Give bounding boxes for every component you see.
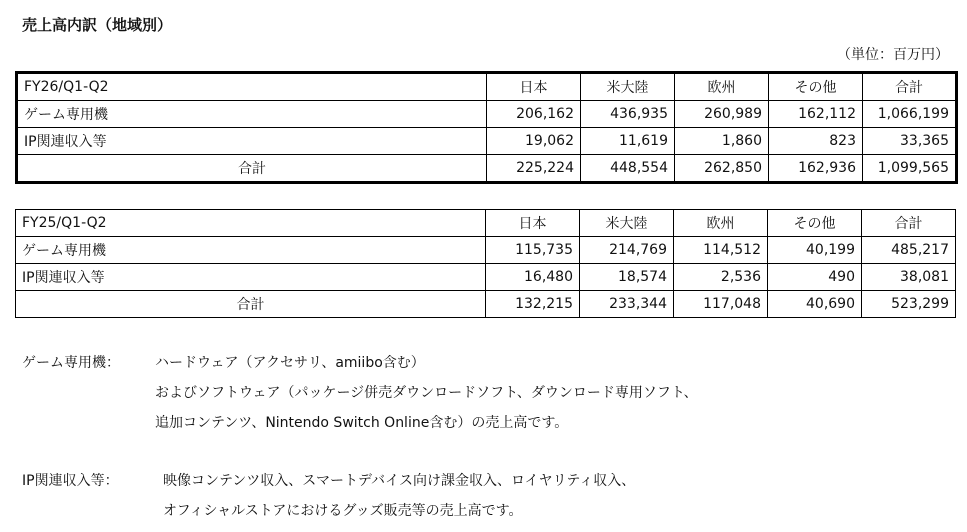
- total-value: 40,690: [768, 291, 862, 318]
- note-line: 映像コンテンツ収入、スマートデバイス向け課金収入、ロイヤリティ収入、: [163, 473, 636, 489]
- header-japan: 日本: [487, 73, 581, 101]
- header-japan: 日本: [486, 210, 580, 237]
- note-term: IP関連収入等：: [22, 473, 119, 489]
- header-europe: 欧州: [675, 73, 769, 101]
- note-ip-revenue: [22, 466, 952, 526]
- sales-table-fy25: [15, 209, 956, 318]
- cell-value: 162,112: [769, 101, 863, 128]
- cell-value: 823: [769, 128, 863, 155]
- total-value: 262,850: [675, 155, 769, 183]
- total-label: 合計: [17, 155, 487, 183]
- cell-value: 16,480: [486, 264, 580, 291]
- table-total-row: [16, 291, 956, 318]
- sales-table-fy26: [15, 71, 958, 184]
- total-value: 225,224: [487, 155, 581, 183]
- row-label: ゲーム専用機: [17, 101, 487, 128]
- cell-value: 40,199: [768, 237, 862, 264]
- table-row: [16, 237, 956, 264]
- header-americas: 米大陸: [581, 73, 675, 101]
- table-row: [17, 101, 957, 128]
- cell-value: 485,217: [862, 237, 956, 264]
- cell-value: 38,081: [862, 264, 956, 291]
- total-value: 1,099,565: [863, 155, 957, 183]
- cell-value: 436,935: [581, 101, 675, 128]
- cell-value: 1,860: [675, 128, 769, 155]
- header-other: その他: [769, 73, 863, 101]
- note-description: [155, 348, 698, 438]
- total-value: 162,936: [769, 155, 863, 183]
- cell-value: 1,066,199: [863, 101, 957, 128]
- cell-value: 33,365: [863, 128, 957, 155]
- cell-value: 114,512: [674, 237, 768, 264]
- header-total: 合計: [863, 73, 957, 101]
- cell-value: 206,162: [487, 101, 581, 128]
- row-label: IP関連収入等: [16, 264, 486, 291]
- cell-value: 115,735: [486, 237, 580, 264]
- header-americas: 米大陸: [580, 210, 674, 237]
- table-header-row: [16, 210, 956, 237]
- cell-value: 2,536: [674, 264, 768, 291]
- note-line: オフィシャルストアにおけるグッズ販売等の売上高です。: [163, 503, 523, 519]
- cell-value: 19,062: [487, 128, 581, 155]
- unit-label: （単位：百万円）: [837, 47, 949, 63]
- table-row: [16, 264, 956, 291]
- total-value: 233,344: [580, 291, 674, 318]
- note-game-console: [22, 348, 952, 438]
- total-value: 448,554: [581, 155, 675, 183]
- total-label: 合計: [16, 291, 486, 318]
- table-total-row: [17, 155, 957, 183]
- table-row: [17, 128, 957, 155]
- note-description: [163, 466, 635, 526]
- table-header-row: [17, 73, 957, 101]
- row-label: IP関連収入等: [17, 128, 487, 155]
- note-line: およびソフトウェア（パッケージ併売ダウンロードソフト、ダウンロード専用ソフト、: [155, 385, 698, 401]
- header-europe: 欧州: [674, 210, 768, 237]
- cell-value: 18,574: [580, 264, 674, 291]
- note-term: ゲーム専用機：: [22, 355, 120, 371]
- row-label: ゲーム専用機: [16, 237, 486, 264]
- note-line: 追加コンテンツ、Nintendo Switch Online含む）の売上高です。: [155, 415, 569, 431]
- cell-value: 214,769: [580, 237, 674, 264]
- total-value: 132,215: [486, 291, 580, 318]
- note-line: ハードウェア（アクセサリ、amiibo含む）: [155, 355, 425, 371]
- page-title: 売上高内訳（地域別）: [22, 16, 173, 34]
- period-label: FY26/Q1-Q2: [17, 73, 487, 101]
- cell-value: 490: [768, 264, 862, 291]
- cell-value: 260,989: [675, 101, 769, 128]
- period-label: FY25/Q1-Q2: [16, 210, 486, 237]
- total-value: 523,299: [862, 291, 956, 318]
- total-value: 117,048: [674, 291, 768, 318]
- header-total: 合計: [862, 210, 956, 237]
- cell-value: 11,619: [581, 128, 675, 155]
- header-other: その他: [768, 210, 862, 237]
